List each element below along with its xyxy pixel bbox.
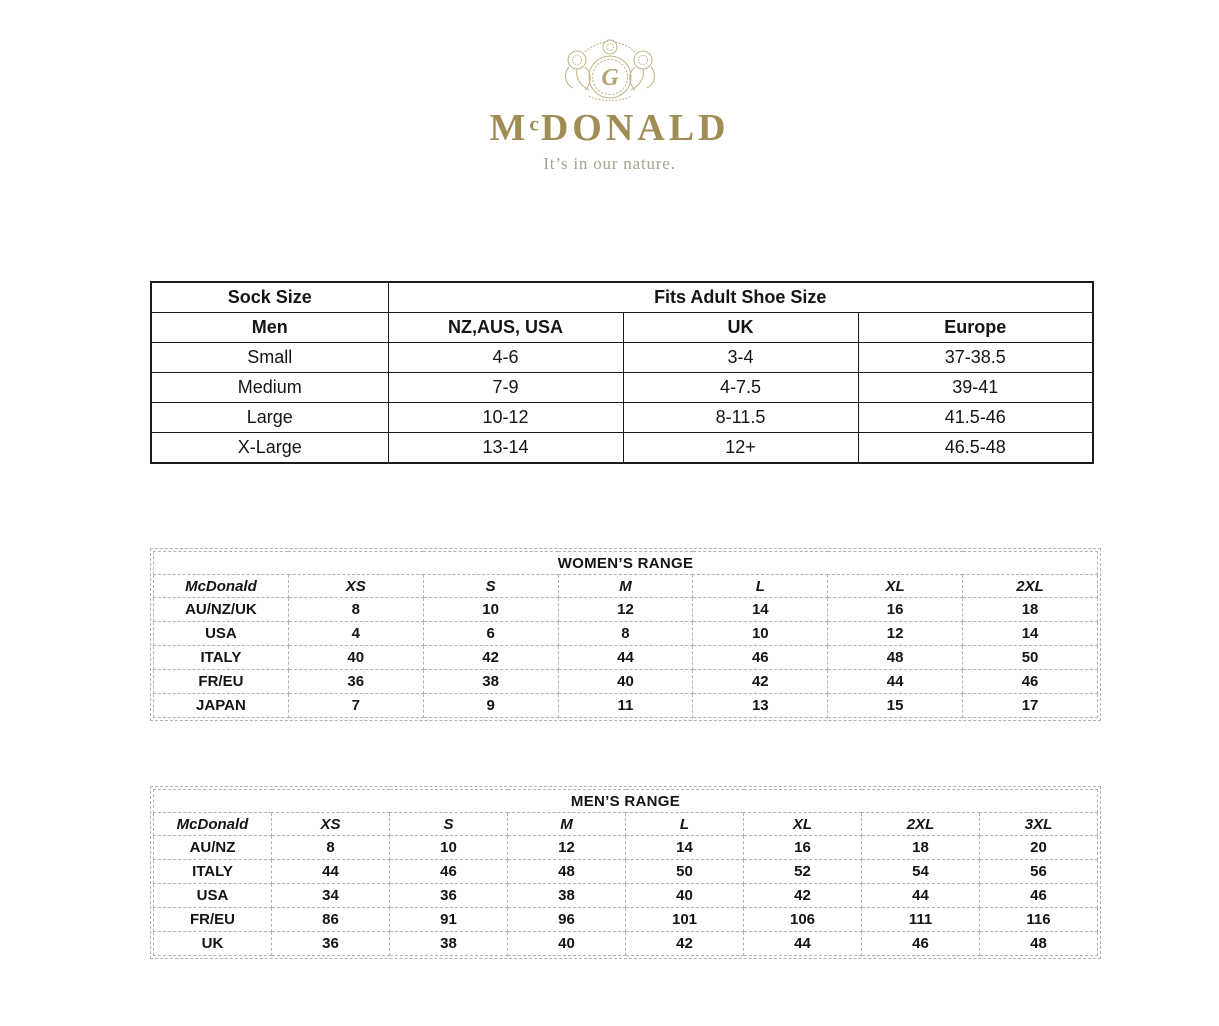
table-cell: 7 xyxy=(288,694,423,718)
table-row xyxy=(154,884,1098,908)
table-cell: McDonald xyxy=(154,575,289,598)
table-cell: 11 xyxy=(558,694,693,718)
table-cell: 46 xyxy=(390,860,508,884)
table-cell: 40 xyxy=(558,670,693,694)
table-cell: M xyxy=(508,813,626,836)
table-row xyxy=(151,282,1093,313)
table-cell: ITALY xyxy=(154,860,272,884)
table-row xyxy=(154,836,1098,860)
table-cell: 14 xyxy=(963,622,1098,646)
sock-table-body xyxy=(151,343,1093,464)
table-row xyxy=(154,860,1098,884)
brand-name-m: M xyxy=(489,107,530,149)
table-cell: Europe xyxy=(858,313,1093,343)
table-row xyxy=(154,575,1098,598)
fits-adult-shoe-size-header: Fits Adult Shoe Size xyxy=(388,282,1093,313)
table-cell: Small xyxy=(151,343,388,373)
table-cell: 44 xyxy=(272,860,390,884)
table-row xyxy=(154,552,1098,575)
table-cell: 12 xyxy=(828,622,963,646)
table-cell: 16 xyxy=(828,598,963,622)
table-cell: 18 xyxy=(963,598,1098,622)
table-cell: 48 xyxy=(508,860,626,884)
table-cell: L xyxy=(626,813,744,836)
table-row xyxy=(154,670,1098,694)
table-row xyxy=(154,598,1098,622)
table-row xyxy=(154,790,1098,813)
table-cell: 15 xyxy=(828,694,963,718)
table-cell: 50 xyxy=(626,860,744,884)
table-cell: 48 xyxy=(828,646,963,670)
table-cell: 10 xyxy=(693,622,828,646)
table-cell: 8 xyxy=(288,598,423,622)
brand-name-c: c xyxy=(529,111,541,136)
table-cell: L xyxy=(693,575,828,598)
table-cell: 10 xyxy=(390,836,508,860)
table-cell: 17 xyxy=(963,694,1098,718)
table-cell: 44 xyxy=(862,884,980,908)
sock-size-header: Sock Size xyxy=(151,282,388,313)
table-cell: 4-7.5 xyxy=(623,373,858,403)
table-cell: 3-4 xyxy=(623,343,858,373)
table-cell: 40 xyxy=(508,932,626,956)
table-row xyxy=(151,313,1093,343)
table-cell: 46 xyxy=(980,884,1098,908)
table-cell: 48 xyxy=(980,932,1098,956)
table-cell: 91 xyxy=(390,908,508,932)
table-cell: 8-11.5 xyxy=(623,403,858,433)
table-cell: 46 xyxy=(693,646,828,670)
table-cell: 39-41 xyxy=(858,373,1093,403)
table-cell: 18 xyxy=(862,836,980,860)
brand-name xyxy=(0,109,1219,149)
table-row xyxy=(154,813,1098,836)
table-cell: 44 xyxy=(744,932,862,956)
mens-range-title: MEN’S RANGE xyxy=(154,790,1098,813)
table-cell: NZ,AUS, USA xyxy=(388,313,623,343)
table-cell: 38 xyxy=(390,932,508,956)
table-cell: 106 xyxy=(744,908,862,932)
table-cell: FR/EU xyxy=(154,908,272,932)
table-cell: 34 xyxy=(272,884,390,908)
table-row xyxy=(151,343,1093,373)
table-cell: UK xyxy=(154,932,272,956)
table-cell: 38 xyxy=(423,670,558,694)
mens-range-table xyxy=(150,786,1101,959)
table-cell: ITALY xyxy=(154,646,289,670)
table-cell: 111 xyxy=(862,908,980,932)
table-cell: 36 xyxy=(390,884,508,908)
table-cell: 44 xyxy=(558,646,693,670)
table-cell: X-Large xyxy=(151,433,388,464)
table-cell: 42 xyxy=(626,932,744,956)
table-cell: 52 xyxy=(744,860,862,884)
brand-logo xyxy=(0,34,1219,174)
table-cell: XL xyxy=(744,813,862,836)
table-cell: 14 xyxy=(693,598,828,622)
table-cell: 36 xyxy=(272,932,390,956)
table-cell: XS xyxy=(288,575,423,598)
table-cell: 46.5-48 xyxy=(858,433,1093,464)
table-cell: 2XL xyxy=(862,813,980,836)
table-row xyxy=(151,403,1093,433)
crest-icon xyxy=(555,34,665,106)
table-cell: 7-9 xyxy=(388,373,623,403)
table-cell: 13 xyxy=(693,694,828,718)
table-cell: 50 xyxy=(963,646,1098,670)
table-cell: 46 xyxy=(862,932,980,956)
table-row xyxy=(154,622,1098,646)
mens-table-body xyxy=(154,836,1098,956)
table-cell: 12+ xyxy=(623,433,858,464)
table-cell: 116 xyxy=(980,908,1098,932)
table-cell: 12 xyxy=(508,836,626,860)
table-cell: JAPAN xyxy=(154,694,289,718)
sock-size-table xyxy=(150,281,1094,464)
table-row xyxy=(154,646,1098,670)
table-cell: 42 xyxy=(744,884,862,908)
table-row xyxy=(154,932,1098,956)
table-cell: McDonald xyxy=(154,813,272,836)
table-cell: S xyxy=(390,813,508,836)
table-cell: 14 xyxy=(626,836,744,860)
table-cell: XS xyxy=(272,813,390,836)
brand-name-donald: DONALD xyxy=(540,107,730,149)
table-cell: 96 xyxy=(508,908,626,932)
table-cell: M xyxy=(558,575,693,598)
table-cell: 54 xyxy=(862,860,980,884)
table-cell: 37-38.5 xyxy=(858,343,1093,373)
table-cell: Men xyxy=(151,313,388,343)
table-cell: 9 xyxy=(423,694,558,718)
table-cell: 101 xyxy=(626,908,744,932)
table-cell: 41.5-46 xyxy=(858,403,1093,433)
table-row xyxy=(151,433,1093,464)
table-cell: 40 xyxy=(626,884,744,908)
table-cell: 40 xyxy=(288,646,423,670)
table-cell: 10 xyxy=(423,598,558,622)
svg-text:G: G xyxy=(600,65,619,91)
table-cell: 42 xyxy=(693,670,828,694)
table-cell: USA xyxy=(154,884,272,908)
womens-range-title: WOMEN’S RANGE xyxy=(154,552,1098,575)
table-cell: UK xyxy=(623,313,858,343)
table-cell: Medium xyxy=(151,373,388,403)
womens-table-body xyxy=(154,598,1098,718)
table-cell: 46 xyxy=(963,670,1098,694)
table-cell: 44 xyxy=(828,670,963,694)
table-row xyxy=(154,908,1098,932)
table-cell: AU/NZ xyxy=(154,836,272,860)
table-cell: 3XL xyxy=(980,813,1098,836)
table-cell: 10-12 xyxy=(388,403,623,433)
table-cell: 56 xyxy=(980,860,1098,884)
table-row xyxy=(151,373,1093,403)
table-cell: USA xyxy=(154,622,289,646)
table-cell: 6 xyxy=(423,622,558,646)
table-cell: 4 xyxy=(288,622,423,646)
table-cell: 4-6 xyxy=(388,343,623,373)
womens-range-table xyxy=(150,548,1101,721)
table-cell: 42 xyxy=(423,646,558,670)
table-cell: 20 xyxy=(980,836,1098,860)
table-cell: 16 xyxy=(744,836,862,860)
table-cell: 86 xyxy=(272,908,390,932)
table-cell: 8 xyxy=(558,622,693,646)
table-cell: Large xyxy=(151,403,388,433)
brand-tagline: It’s in our nature. xyxy=(543,153,676,173)
table-cell: 36 xyxy=(288,670,423,694)
table-row xyxy=(154,694,1098,718)
table-cell: 38 xyxy=(508,884,626,908)
table-cell: S xyxy=(423,575,558,598)
table-cell: 8 xyxy=(272,836,390,860)
table-cell: AU/NZ/UK xyxy=(154,598,289,622)
table-cell: 12 xyxy=(558,598,693,622)
table-cell: FR/EU xyxy=(154,670,289,694)
table-cell: 13-14 xyxy=(388,433,623,464)
table-cell: XL xyxy=(828,575,963,598)
table-cell: 2XL xyxy=(963,575,1098,598)
